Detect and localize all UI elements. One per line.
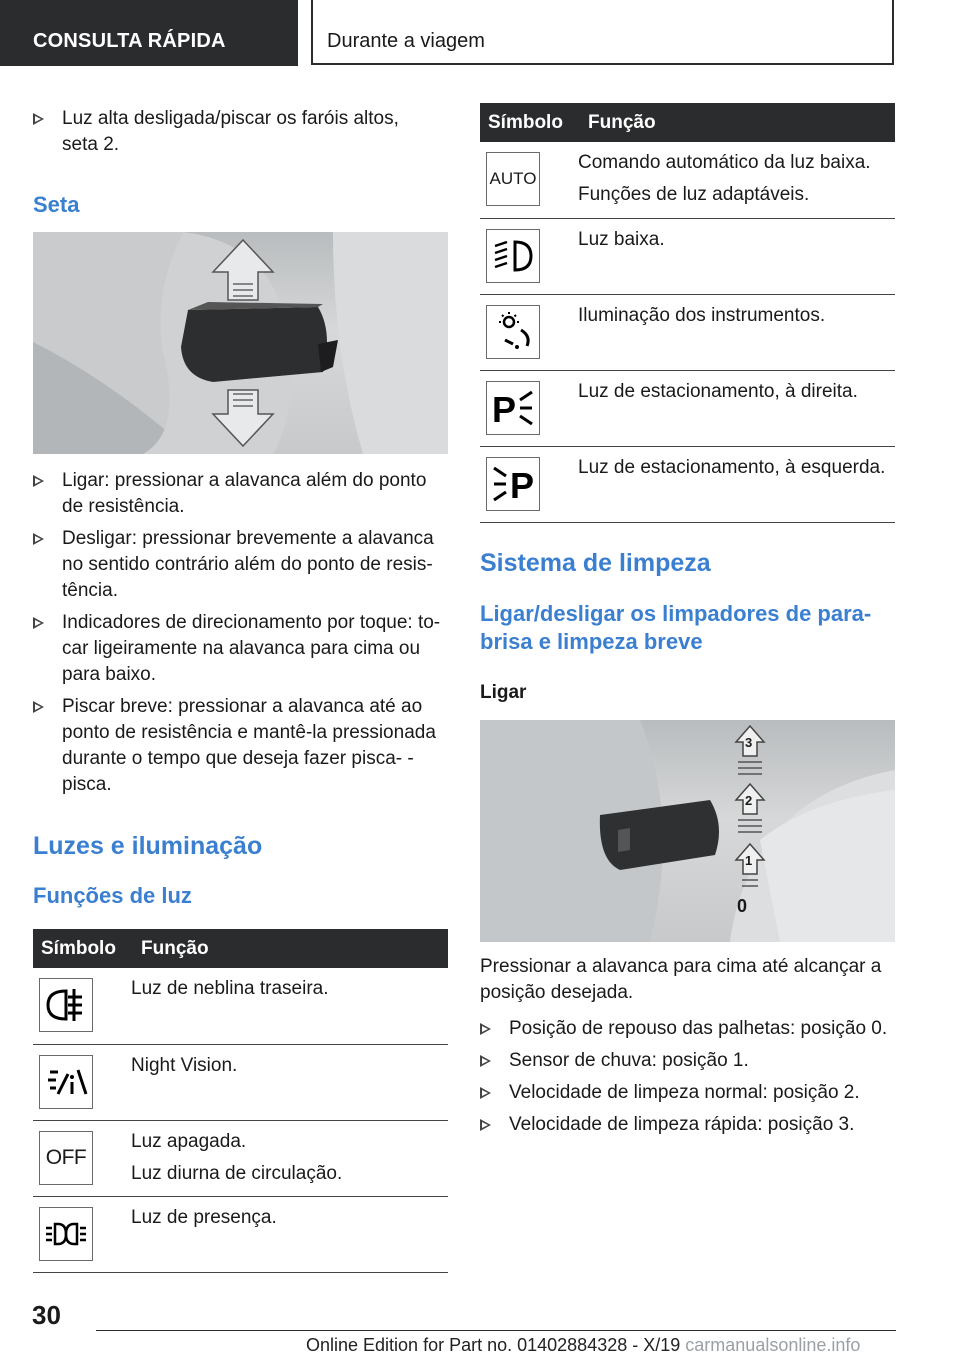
section-heading: Luzes e iluminação [33, 832, 263, 860]
column-header-function: Função [131, 929, 448, 968]
column-header-function: Função [578, 103, 895, 142]
function-text: Funções de luz adaptáveis. [578, 184, 810, 205]
parking-light-left-icon [486, 457, 540, 511]
table-row [33, 1120, 448, 1196]
list-item-text: Velocidade de limpeza normal: posição 2. [509, 1081, 860, 1103]
off-icon [39, 1131, 93, 1185]
position-label-1: 1 [745, 852, 753, 868]
list-item [480, 1048, 895, 1074]
bullet-triangle-icon [33, 113, 44, 125]
bullet-triangle-icon [480, 1055, 491, 1067]
turn-signal-lever-illustration [33, 232, 448, 454]
bullet-triangle-icon [33, 701, 44, 713]
table-row [33, 968, 448, 1044]
low-beam-icon [486, 229, 540, 283]
table-row [33, 1196, 448, 1272]
bullet-triangle-icon [480, 1119, 491, 1131]
function-text: Iluminação dos instrumentos. [578, 304, 826, 326]
function-text: Comando automático da luz baixa. [578, 152, 871, 173]
table-row [480, 142, 895, 218]
svg-text:P: P [492, 388, 517, 430]
sub-subsection-heading: Ligar [480, 681, 527, 703]
list-item [480, 1080, 895, 1106]
footer-divider [96, 1330, 896, 1331]
list-item-text: Sensor de chuva: posição 1. [509, 1049, 749, 1071]
wiper-lever-illustration [480, 720, 895, 942]
position-label-0: 0 [737, 895, 748, 916]
list-item-text: Indicadores de direcionamento por toque: to- car ligeiramente na alavanca para cima ou para baixo. [62, 612, 441, 685]
bullet-triangle-icon [33, 533, 44, 545]
left-column [33, 100, 448, 1273]
list-item [33, 106, 448, 158]
list-item-text: Posição de repouso das palhetas: posição 0. [509, 1017, 888, 1039]
list-item [33, 694, 448, 798]
header-bar [0, 0, 960, 66]
turn-signal-lever-photo [33, 232, 448, 454]
function-text: Luz baixa. [578, 228, 665, 250]
function-text: Night Vision. [131, 1054, 238, 1076]
position-label-2: 2 [745, 792, 753, 808]
bullet-triangle-icon [33, 475, 44, 487]
section-heading: Seta [33, 192, 80, 217]
right-column [480, 103, 895, 1144]
table-header-row [480, 103, 895, 142]
svg-text:P: P [510, 464, 535, 506]
function-text: Luz diurna de circulação. [131, 1162, 343, 1184]
bullet-triangle-icon [33, 617, 44, 629]
function-text: Luz de presença. [131, 1206, 277, 1228]
list-item [33, 610, 448, 688]
function-text: Luz de neblina traseira. [131, 978, 329, 999]
function-text: Luz de estacionamento, à direita. [578, 380, 858, 402]
bullet-triangle-icon [480, 1023, 491, 1035]
table-row [480, 446, 895, 522]
function-text: Luz de estacionamento, à esquerda. [578, 456, 886, 478]
list-item-text: Piscar breve: pressionar a alavanca até ao ponto de resistência e mantê-la pressionada durante o tempo que deseja fazer pisca- -pisca. [62, 696, 436, 795]
footer-edition: Online Edition for Part no. 01402884328 - X/19 [306, 1335, 681, 1355]
column-header-symbol: Símbolo [33, 929, 131, 968]
list-item-text: Luz alta desligada/piscar os faróis altos, seta 2. [62, 108, 399, 155]
section-tab-quick-reference[interactable]: CONSULTA RÁPIDA [0, 0, 298, 66]
column-header-symbol: Símbolo [480, 103, 578, 142]
list-item [33, 468, 448, 520]
wiper-lever-photo [480, 720, 895, 942]
parking-light-icon [39, 1207, 93, 1261]
table-row [480, 218, 895, 294]
list-item-text: Desligar: pressionar brevemente a alavanca no sentido contrário além do ponto de resis- tência. [62, 528, 434, 601]
light-functions-table-continued [480, 103, 895, 523]
list-item [33, 526, 448, 604]
list-item [480, 1016, 895, 1042]
wiper-paragraph: Pressionar a alavanca para cima até alcançar a posição desejada. [480, 955, 882, 1003]
list-item [480, 1112, 895, 1138]
wiper-position-list [480, 1016, 895, 1138]
night-vision-icon [39, 1055, 93, 1109]
subsection-heading: Ligar/desligar os limpadores de para-brisa e limpeza breve [480, 600, 872, 654]
instrument-lighting-icon [486, 305, 540, 359]
parking-light-right-icon [486, 381, 540, 435]
list-item-text: Ligar: pressionar a alavanca além do ponto de resistência. [62, 470, 427, 517]
off-icon-label: OFF [45, 1145, 87, 1169]
footer-site-watermark[interactable]: carmanualsonline.info [685, 1335, 861, 1355]
section-tab-driving[interactable]: Durante a viagem [311, 0, 894, 65]
table-row [480, 294, 895, 370]
auto-icon-label: AUTO [489, 169, 537, 188]
section-heading: Sistema de limpeza [480, 548, 711, 577]
turn-signal-instructions [33, 468, 448, 798]
position-label-3: 3 [745, 734, 753, 750]
list-item-text: Velocidade de limpeza rápida: posição 3. [509, 1113, 855, 1135]
bullet-triangle-icon [480, 1087, 491, 1099]
page-number: 30 [32, 1300, 61, 1330]
subsection-heading: Funções de luz [33, 883, 192, 908]
table-header-row [33, 929, 448, 968]
function-text: Luz apagada. [131, 1130, 247, 1152]
table-row [480, 370, 895, 446]
footer [306, 1335, 860, 1356]
rear-fog-light-icon [39, 978, 93, 1032]
light-functions-table [33, 929, 448, 1273]
table-row [33, 1044, 448, 1120]
auto-icon [486, 152, 540, 206]
